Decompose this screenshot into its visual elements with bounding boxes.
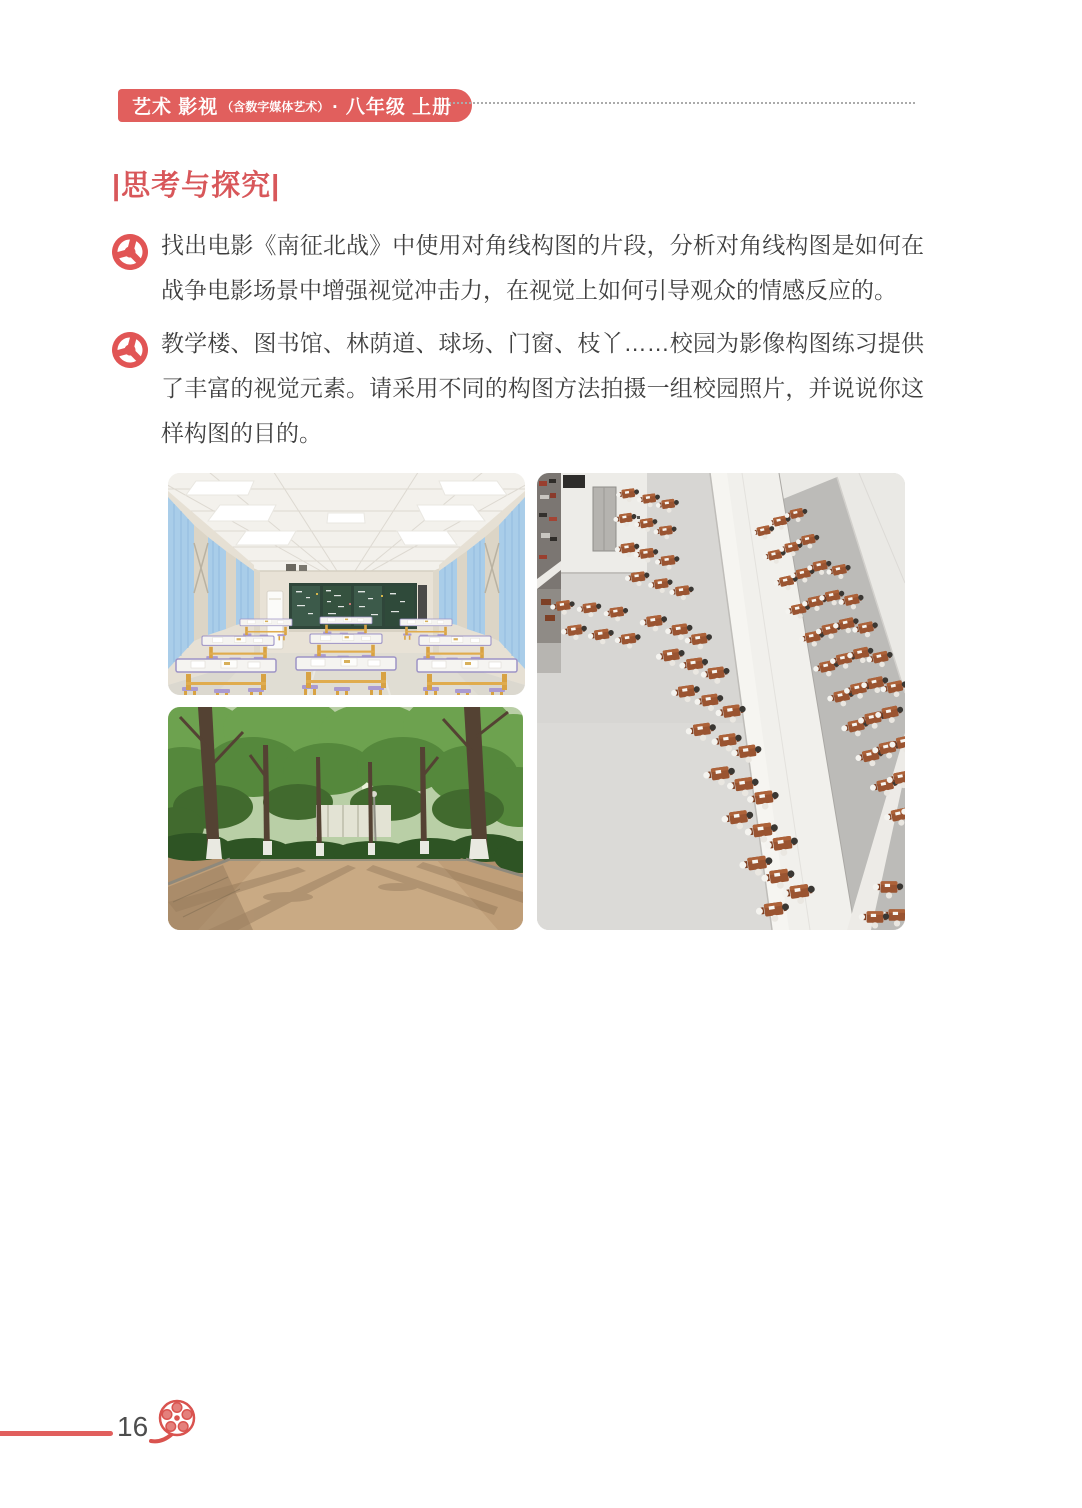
section-title: |思考与探究| <box>112 170 281 202</box>
film-reel-icon <box>148 1396 202 1446</box>
film-reel-icon-svg <box>112 234 148 270</box>
bullet-text: 教学楼、图书馆、林荫道、球场、门窗、枝丫……校园为影像构图练习提供了丰富的视觉元素。请采用不同的构图方法拍摄一组校园照片，并说说你这样构图的目的。 <box>161 330 924 446</box>
badge-title: 艺术 影视 <box>132 97 219 118</box>
badge-subtitle: （含数字媒体艺术） <box>221 100 330 114</box>
bullet-item <box>112 223 924 313</box>
footer-accent-line <box>0 1431 113 1436</box>
film-reel-icon <box>112 332 148 368</box>
library-overhead-photo <box>537 473 905 930</box>
tree-lined-road-photo <box>168 707 523 930</box>
bullet-text: 找出电影《南征北战》中使用对角线构图的片段，分析对角线构图是如何在战争电影场景中增强视觉冲击力，在视觉上如何引导观众的情感反应的。 <box>161 232 924 303</box>
badge-grade: · 八年级 上册 <box>332 97 453 118</box>
edition-badge <box>118 89 472 122</box>
classroom-photo <box>168 473 525 695</box>
film-reel-icon-svg <box>148 1396 202 1446</box>
dotted-divider <box>449 102 915 104</box>
bullet-item <box>112 321 924 456</box>
film-reel-icon-svg <box>112 332 148 368</box>
page-number: 16 <box>117 1411 149 1442</box>
film-reel-icon <box>112 234 148 270</box>
